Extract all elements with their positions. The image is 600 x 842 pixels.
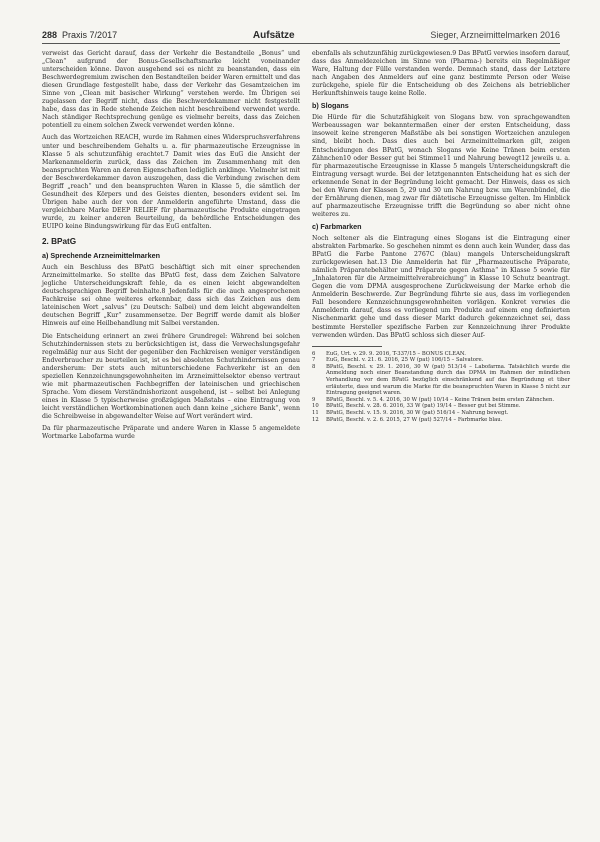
left-column (42, 50, 300, 441)
right-column (312, 50, 570, 423)
subsection-heading: b) Slogans (312, 101, 349, 111)
footnote: 6 EuG, Urt. v. 29. 9. 2016, T-337/15 – BONUS CLEAN. (312, 350, 466, 357)
footnotes (312, 351, 570, 424)
footnote: 10 BPatG, Beschl. v. 28. 6. 2016, 33 W (pat) 19/14 – Besser gut bei Stimme. (312, 403, 521, 410)
body-paragraph: ebenfalls als schutzunfähig zurückgewiesen.9 Das BPatG verwies insofern darauf, dass das Anmeldezeichen im Sinne von (Pharma-) bereits ein Regelmäßiger Ware, Haltung der Fülle verstanden werde. Demnach stand, dass der Letztere nach Angaben des Anmelders auf eine ganz bestimmte Person oder Weise zurückgehe, spiele für die Entscheidung ob des Zeichens als betrieblicher Herkunftshinweis tauge keine Rolle. (312, 50, 570, 98)
footnote: 7 EuG, Beschl. v. 21. 6. 2016, 25 W (pat) 106/15 – Salvatore. (312, 357, 484, 364)
body-paragraph: Die Hürde für die Schutzfähigkeit von Slogans bzw. von sprachgewandten Werbeaussagen war bekanntermaßen einer der ersten Entscheidung, dass insoweit keine strengeren Maßstäbe als bei sonstigen Wortzeichen anzulegen sind, bleibt hoch. Dass dies auch bei Arzneimittelmarken gilt, zeigen Entscheidungen des BPatG, wonach Slogans wie Keine Tränen beim ersten Zähnchen10 oder Besser gut bei Stimme11 und Nahrung bewegt12 jeweils u. a. für pharmazeutische Erzeugnisse in Klasse 5 mangels Unterscheidungskraft die Eintragung versagt wurde. Bei der letztgenannten Entscheidung hat es sich der erkennende Senat in der Begründung leicht gemacht. Der Hinweis, dass es sich bei den Waren der Klassen 5, 29 und 30 um Nahrung bzw. um Warenbündel, die der Ernährung dienen, mag zwar für diätetische Erzeugnisse gelten. Im Hinblick auf pharmazeutische Erzeugnisse trifft die Begründung so aber nicht ohne weiteres zu. (312, 114, 570, 218)
footnote-divider (312, 346, 382, 347)
page-number-journal (42, 30, 117, 40)
page-header (42, 28, 560, 42)
body-paragraph: Auch ein Beschluss des BPatG beschäftigt sich mit einer sprechenden Arzneimittelmarke. So stellte das BPatG fest, dass dem Zeichen Salvatore jegliche Unterscheidungskraft fehle, da es einen leicht abgewandelten deutschsprachigen Begriff beinhalte.8 Jedenfalls für die auch angesprochenen Fachkreise sei ohne weiteres erkennbar, dass sich das Zeichen aus dem lateinischen Wort „salvus“ (zu Deutsch: Salbei) und dem leicht abgewandelten deutschen Begriff „Kur“ zusammensetze. Der Begriff werde damit als bloßer Hinweis auf eine Heilbehandlung mit Salbei verstanden. (42, 264, 300, 328)
body-paragraph: Da für pharmazeutische Präparate und andere Waren in Klasse 5 angemeldete Wortmarke Labofarma wurde (42, 425, 300, 441)
footnote: 9 BPatG, Beschl. v. 5. 4. 2016, 30 W (pat) 10/14 – Keine Tränen beim ersten Zähnchen. (312, 396, 555, 403)
body-paragraph: verweist das Gericht darauf, dass der Verkehr die Bestandteile „Bonus“ und „Clean“ aufgrund der Bonus-Gesellschaftsmarke leicht voneinander unterscheiden könne. Davon ausgehend sei es nicht zu beanstanden, dass ein Beschwerdegremium zwischen den Bestandteilen beider Waren ermittelt und das diesen Grundlage festgestellt habe, dass der Verkehr das Gesamtzeichen im Sinne von „Clean mit basischer Wirkung“ verstehen werde. Im Übrigen sei zugelassen der Begriff nicht, dass die Beschwerdekammer nicht festgestellt habe, dass das in Rede stehende Zeichen nicht beschreibend verwendet werde. Nach ständiger Rechtsprechung genüge es vielmehr bereits, dass das Zeichen potentiell zu einem solchen Zweck verwendet werden könne. (42, 50, 300, 130)
journal-name: Praxis 7/2017 (62, 30, 118, 40)
section-heading: 2. BPatG (42, 237, 77, 247)
running-title: Sieger, Arzneimittelmarken 2016 (430, 30, 560, 40)
subsection-heading: a) Sprechende Arzneimittelmarken (42, 251, 160, 261)
footnote: 8 BPatG, Beschl. v. 29. 1. 2016, 30 W (pat) 513/14 – Labofarma. Tatsächlich wurde die Anmeldung noch einer Beanstandung durch das DPMA im Rahmen der mündlichen Verhandlung vor dem BPatG bezüglich einschränkend auf das Begründung et tiber erläuterte, dass und warum die Marke für die beanspruchten Waren in Klasse 5 nicht zur Eintragung geeignet waren. (312, 363, 570, 397)
body-paragraph: Auch das Wortzeichen REACH, wurde im Rahmen eines Widerspruchsverfahrens unter und beschreibendem Gehalts u. a. für pharmazeutische Erzeugnisse in Klasse 5 als schutzunfähig erachtet.7 Damit wies das EuG die Ansicht der Markenanmelderin zurück, dass das Zeichen im Zusammenhang mit den beanspruchten Waren an deren Eigenschaften lediglich anklinge. Vielmehr ist mit der Beschwerdekammer davon auszugehen, dass die Verbindung zwischen dem Begriff „reach“ und den beanspruchten Waren in Klasse 5, die sämtlich der Gesundheit des Körpers und des Geistes dienten, besonders evident sei. Im Übrigen habe auch der von der Anmelderin angeführte Umstand, dass die vergleichbare Marke DEEP RELIEF für pharmazeutische Produkte eingetragen wurde, zu keiner anderen Beurteilung, da behördliche Entscheidungen des EUIPO keine Bindungswirkung für das EuG entfalten. (42, 134, 300, 230)
body-paragraph: Noch seltener als die Eintragung eines Slogans ist die Eintragung einer abstrakten Farbmarke. So geschehen nimmt es denn auch kein Wunder, dass das BPatG die Farbe Pantone 2767C (blau) mangels Unterscheidungskraft zurückgewiesen hat.13 Die Anmelderin hat für „Pharmazeutische Präparate, nämlich Präparatebehälter und Präparate gegen Asthma“ in Klasse 5 sowie für „Inhalatoren für die Arzneimittelverabreichung“ in Klasse 10 Schutz beantragt. Gegen die vom DPMA ausgesprochene Zurückweisung der Marke erhob die Anmelderin Beschwerde. Zur Begründung führte sie aus, dass im vorliegenden Fall besondere Kennzeichnungsgewohnheiten vorlägen. Konkret verwies die Anmelderin darauf, dass es vorliegend um Produkte auf einem eng definierten Nischenmarkt gehe und dass dieser Markt dadurch gekennzeichnet sei, dass bestimmte Hersteller spezifische Farben zur Kennzeichnung ihrer Produkte verwenden würden. Das BPatG schloss sich dieser Auf- (312, 234, 570, 339)
footnote: 12 BPatG, Beschl. v. 2. 6. 2015, 27 W (pat) 527/14 – Farbmarke blau. (312, 416, 503, 423)
footnote: 11 BPatG, Beschl. v. 15. 9. 2016, 30 W (pat) 516/14 – Nahrung bewegt. (312, 409, 509, 416)
subsection-heading: c) Farbmarken (312, 221, 362, 231)
page-number: 288 (42, 30, 58, 40)
section-title: Aufsätze (252, 29, 295, 41)
header-divider (42, 43, 560, 44)
body-paragraph: Die Entscheidung erinnert an zwei frühere Grundregel: Während bei solchen Schutzhindernissen stets zu berücksichtigen ist, dass die Verwechslungsgefahr regelmäßig nur aus Sicht der gegenüber den Fachkreisen weniger verständigen Endverbraucher zu beurteilen ist, ist es bei absoluten Schutzhindernissen genau andersherum: Der stets auch mitunterschiedene Fachverkehr ist an den speziellen Kennzeichnungsgewohnheiten im Arzneimittelsektor ebenso vertraut wie mit pharmazeutischen Fachbegriffen der lateinischen und griechischen Sprache. Vom diesem Verständnishorizont ausgehend, ist – selbst bei Anlegung eines in Klasse 5 typischerweise großzügigen Maßstabs – eine Eintragung von leicht verständlichen Wortkombinationen auch dann keine „sichere Bank“, wenn die Schreibweise in abgewandelter Weise auf Wort verändert wird. (42, 332, 300, 420)
